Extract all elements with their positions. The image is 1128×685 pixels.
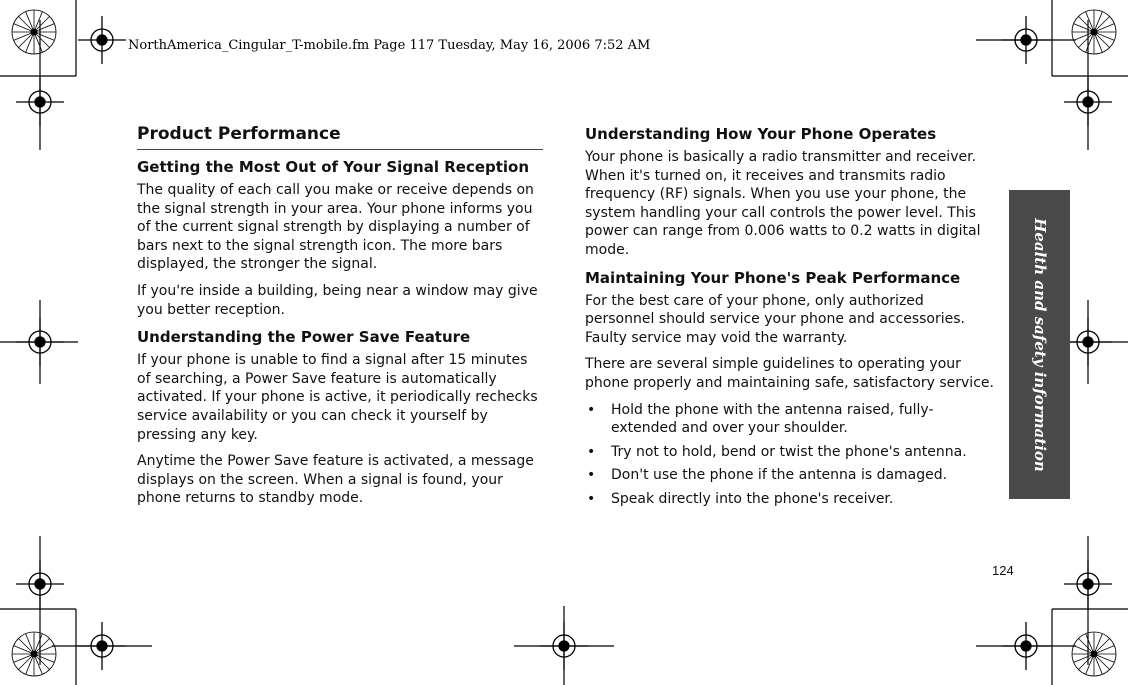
- paragraph-power-2: Anytime the Power Save feature is activated, a message displays on the screen. When a signal is found, your phone returns to standby mode.: [137, 453, 534, 507]
- page-number: 124: [992, 563, 1014, 578]
- bullet-icon: •: [587, 401, 596, 418]
- paragraph-signal-2: If you're inside a building, being near a window may give you better reception.: [137, 282, 538, 318]
- bullet-icon: •: [587, 467, 596, 484]
- list-item: [585, 466, 995, 485]
- left-column: [137, 124, 543, 516]
- guidelines-list: [585, 401, 995, 509]
- list-item: [585, 490, 995, 509]
- bullet-icon: •: [587, 443, 596, 460]
- file-header-line: NorthAmerica_Cingular_T-mobile.fm Page 117 Tuesday, May 16, 2006 7:52 AM: [128, 38, 651, 53]
- list-item-text: Hold the phone with the antenna raised, fully-extended and over your shoulder.: [611, 401, 934, 437]
- paragraph-power-1: If your phone is unable to find a signal after 15 minutes of searching, a Power Save feature is automatically activated. If your phone is active, it periodically rechecks service availability or you can check it yourself by pressing any key.: [137, 352, 538, 443]
- right-column: [585, 124, 995, 514]
- paragraph-signal-1: The quality of each call you make or receive depends on the signal strength in your area. Your phone informs you of the current signal strength by displaying a number of bars next to the signal strength icon. The more bars displayed, the stronger the signal.: [137, 182, 534, 273]
- heading-peak-performance: Maintaining Your Phone's Peak Performance: [585, 268, 961, 287]
- list-item-text: Speak directly into the phone's receiver.: [611, 490, 894, 507]
- registration-mark-icon: [78, 16, 126, 64]
- star-mark-icon: [1072, 632, 1116, 676]
- list-item-text: Don't use the phone if the antenna is damaged.: [611, 467, 948, 484]
- bullet-icon: •: [587, 490, 596, 507]
- list-item: [585, 401, 995, 438]
- star-mark-icon: [1072, 10, 1116, 54]
- section-title: Product Performance: [137, 124, 543, 150]
- paragraph-operates: Your phone is basically a radio transmitter and receiver. When it's turned on, it receives and transmits radio frequency (RF) signals. When you use your phone, the system handling your call controls the power level. This power can range from 0.006 watts to 0.2 watts in digital mode.: [585, 149, 981, 258]
- chapter-side-tab: [1009, 190, 1070, 499]
- heading-signal-reception: Getting the Most Out of Your Signal Reception: [137, 158, 530, 176]
- star-mark-icon: [12, 632, 56, 676]
- paragraph-peak-2: There are several simple guidelines to operating your phone properly and maintaining safe, satisfactory service.: [585, 356, 994, 391]
- heading-phone-operates: Understanding How Your Phone Operates: [585, 125, 937, 143]
- heading-power-save: Understanding the Power Save Feature: [137, 328, 471, 347]
- star-mark-icon: [12, 10, 56, 54]
- list-item-text: Try not to hold, bend or twist the phone's antenna.: [611, 443, 967, 460]
- list-item: [585, 443, 995, 462]
- paragraph-peak-1: For the best care of your phone, only authorized personnel should service your phone and accessories. Faulty service may void the warranty.: [585, 292, 965, 346]
- chapter-tab-label: Health and safety information: [1030, 217, 1049, 472]
